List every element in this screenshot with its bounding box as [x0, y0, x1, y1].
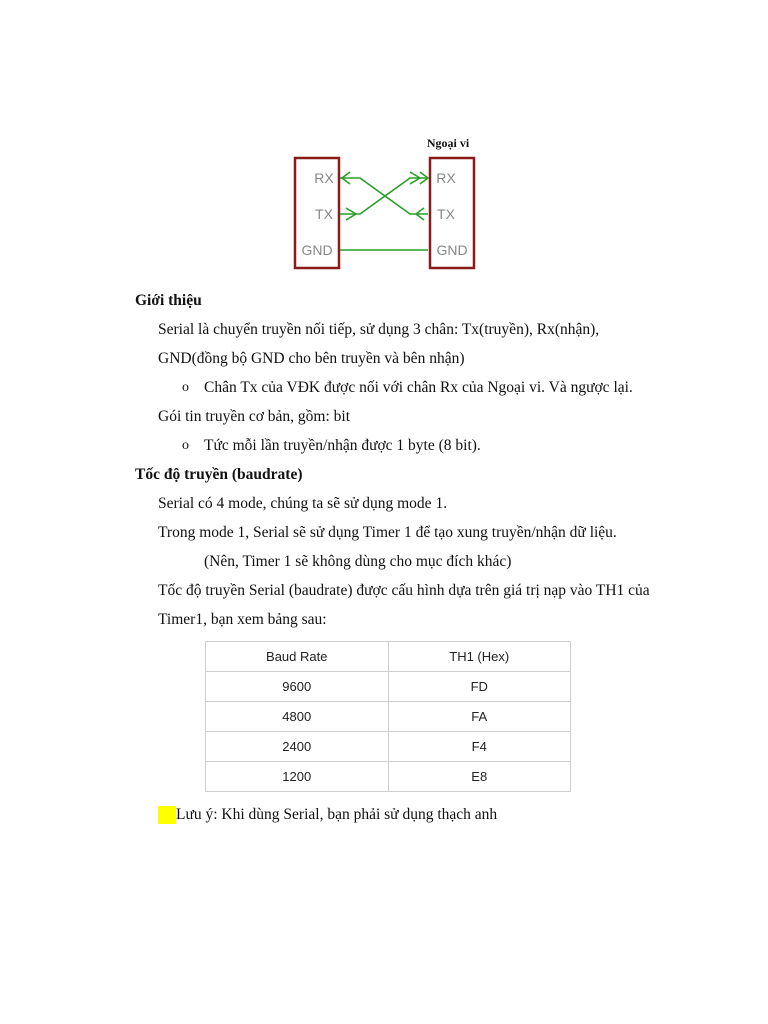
intro-bullet-1: Chân Tx của VĐK được nối với chân Rx của Ngoại vi. Và ngược lại.	[204, 379, 633, 396]
table-cell: 2400	[206, 732, 389, 762]
wiring-svg	[280, 130, 500, 280]
intro-heading: Giới thiệu	[135, 292, 202, 309]
table-cell: FD	[388, 672, 571, 702]
table-row	[206, 732, 571, 762]
left-pin-rx: RX	[314, 170, 334, 186]
right-pin-rx: RX	[436, 170, 456, 186]
baud-line-2: Trong mode 1, Serial sẽ sử dụng Timer 1 để tạo xung truyền/nhận dữ liệu.	[158, 524, 617, 541]
baud-heading: Tốc độ truyền (baudrate)	[135, 466, 303, 483]
table-cell: F4	[388, 732, 571, 762]
left-pin-gnd: GND	[301, 242, 333, 258]
table-cell: FA	[388, 702, 571, 732]
table-cell: 1200	[206, 762, 389, 792]
note-highlight	[158, 806, 176, 824]
header-th1-hex: TH1 (Hex)	[388, 642, 571, 672]
table-cell: 9600	[206, 672, 389, 702]
header-baud-rate: Baud Rate	[206, 642, 389, 672]
table-cell: 4800	[206, 702, 389, 732]
baud-line-5: Timer1, bạn xem bảng sau:	[158, 611, 327, 628]
baud-rate-table	[205, 641, 571, 792]
baud-line-1: Serial có 4 mode, chúng ta sẽ sử dụng mode 1.	[158, 495, 448, 512]
serial-wiring-diagram	[280, 130, 500, 280]
bullet-marker: o	[182, 380, 189, 395]
table-cell: E8	[388, 762, 571, 792]
peripheral-title: Ngoại vi	[426, 136, 470, 150]
table-row	[206, 762, 571, 792]
note-text: Lưu ý: Khi dùng Serial, bạn phải sử dụng thạch anh	[176, 806, 498, 823]
left-pin-tx: TX	[315, 206, 333, 222]
packet-line: Gói tin truyền cơ bản, gồm: bit	[158, 408, 351, 425]
right-pin-gnd: GND	[436, 242, 468, 258]
intro-paragraph-line1: Serial là chuyển truyền nối tiếp, sử dụng 3 chân: Tx(truyền), Rx(nhận),	[158, 321, 600, 338]
right-pin-tx: TX	[437, 206, 455, 222]
table-row	[206, 672, 571, 702]
table-header-row	[206, 642, 571, 672]
baud-line-4: Tốc độ truyền Serial (baudrate) được cấu hình dựa trên giá trị nạp vào TH1 của	[158, 582, 650, 599]
baud-line-3: (Nên, Timer 1 sẽ không dùng cho mục đích khác)	[204, 553, 512, 570]
table-row	[206, 702, 571, 732]
intro-paragraph-line2: GND(đồng bộ GND cho bên truyền và bên nhận)	[158, 350, 465, 367]
bullet-marker: o	[182, 438, 189, 453]
intro-bullet-2: Tức mỗi lần truyền/nhận được 1 byte (8 bit).	[204, 437, 481, 454]
